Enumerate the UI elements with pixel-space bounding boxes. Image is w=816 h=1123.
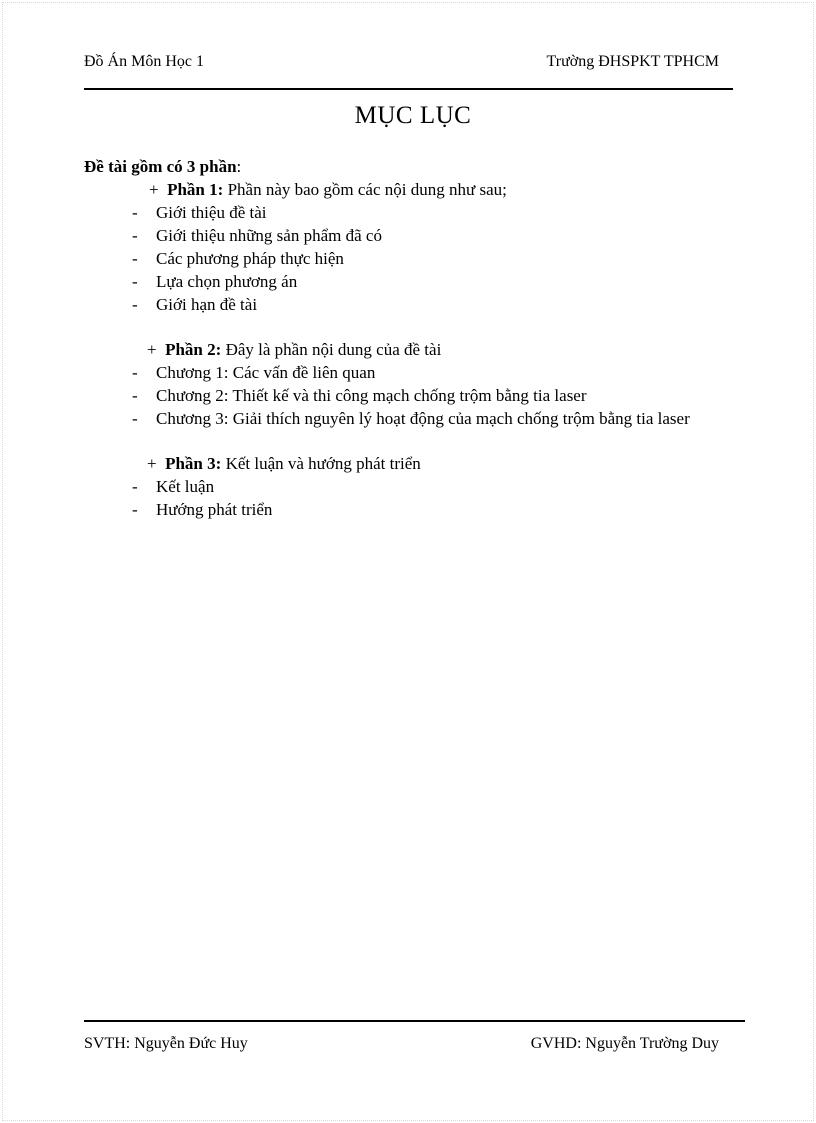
part-2-description: Đây là phần nội dung của đề tài: [221, 340, 442, 359]
list-item: [84, 475, 784, 498]
plus-marker: +: [149, 180, 159, 199]
list-item-text: Chương 3: Giải thích nguyên lý hoạt động của mạch chống trộm bằng tia laser: [156, 409, 690, 428]
section-gap: [84, 430, 784, 452]
list-item-text: Hướng phát triển: [156, 500, 273, 519]
part-1-list: [84, 201, 784, 316]
footer-advisor: GVHD: Nguyễn Trường Duy: [530, 1035, 719, 1052]
part-1-title: [84, 178, 784, 201]
list-item-text: Lựa chọn phương án: [156, 272, 298, 291]
intro-text: Đề tài gồm có 3 phần: [84, 157, 237, 176]
intro-line: [84, 155, 784, 178]
dash-marker: -: [132, 272, 138, 291]
footer-rule: [84, 1020, 745, 1022]
dash-marker: -: [132, 500, 138, 519]
toc-content: [84, 155, 784, 521]
part-1-label: Phần 1:: [167, 180, 224, 199]
part-1-description: Phần này bao gồm các nội dung như sau;: [223, 180, 507, 199]
dash-marker: -: [132, 203, 138, 222]
list-item: [84, 498, 784, 521]
list-item-text: Các phương pháp thực hiện: [156, 249, 344, 268]
dash-marker: -: [132, 386, 138, 405]
plus-marker: +: [147, 454, 157, 473]
plus-marker: +: [147, 340, 157, 359]
part-3-title: [84, 452, 784, 475]
list-item: [84, 407, 784, 430]
page-title: MỤC LỤC: [354, 102, 472, 129]
header-school: Trường ĐHSPKT TPHCM: [546, 53, 719, 70]
list-item-text: Giới thiệu những sản phẩm đã có: [156, 226, 382, 245]
footer-student: SVTH: Nguyễn Đức Huy: [84, 1035, 248, 1052]
intro-suffix: :: [236, 157, 242, 176]
list-item: [84, 361, 784, 384]
header-rule: [84, 88, 733, 90]
dash-marker: -: [132, 295, 138, 314]
dash-marker: -: [132, 477, 138, 496]
list-item: [84, 224, 784, 247]
dash-marker: -: [132, 363, 138, 382]
list-item-text: Chương 2: Thiết kế và thi công mạch chống trộm bằng tia laser: [156, 386, 587, 405]
part-2-list: [84, 361, 784, 430]
header-course: Đồ Án Môn Học 1: [84, 53, 204, 70]
part-2-title: [84, 338, 784, 361]
list-item-text: Giới thiệu đề tài: [156, 203, 267, 222]
part-3-label: Phần 3:: [165, 454, 222, 473]
part-2-label: Phần 2:: [165, 340, 222, 359]
list-item: [84, 384, 784, 407]
list-item: [84, 247, 784, 270]
list-item-text: Kết luận: [156, 477, 215, 496]
list-item-text: Giới hạn đề tài: [156, 295, 258, 314]
dash-marker: -: [132, 226, 138, 245]
part-3-list: [84, 475, 784, 521]
dash-marker: -: [132, 249, 138, 268]
list-item-text: Chương 1: Các vấn đề liên quan: [156, 363, 376, 382]
section-gap: [84, 316, 784, 338]
list-item: [84, 270, 784, 293]
dash-marker: -: [132, 409, 138, 428]
part-3-description: Kết luận và hướng phát triển: [221, 454, 421, 473]
list-item: [84, 293, 784, 316]
list-item: [84, 201, 784, 224]
